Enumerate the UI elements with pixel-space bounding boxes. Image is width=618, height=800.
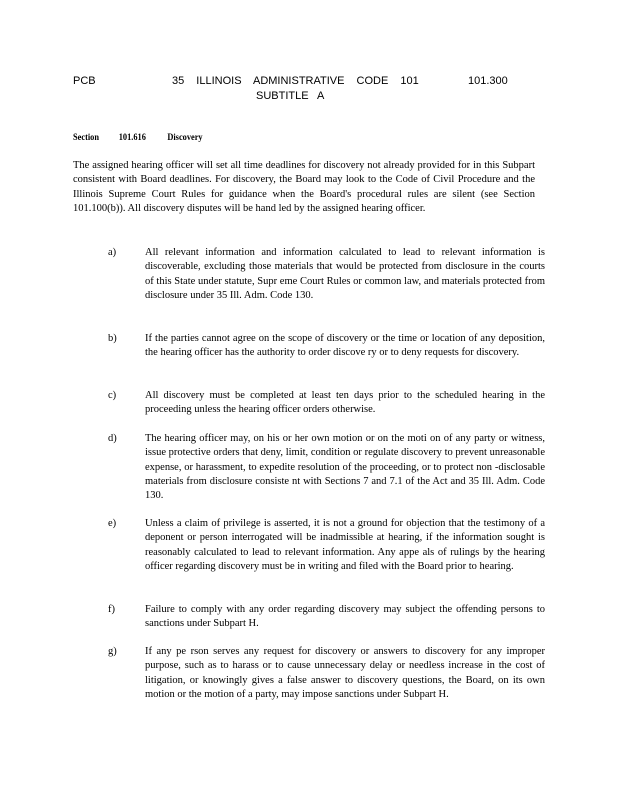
section-number: 101.616 bbox=[118, 133, 146, 143]
item-letter: e) bbox=[108, 518, 117, 529]
section-label: Section bbox=[73, 133, 100, 143]
item-text: If the parties cannot agree on the scope of discovery or the time or location of any deposition, the hearing officer has the authority to order discove ry or to deny requests for discovery. bbox=[145, 333, 545, 359]
section-title: Discovery bbox=[167, 133, 203, 143]
header-code-title: 35 ILLINOIS ADMINISTRATIVE CODE 101 bbox=[172, 75, 419, 87]
item-letter: g) bbox=[108, 646, 117, 657]
item-letter: a) bbox=[108, 247, 117, 258]
item-text: All discovery must be completed at least ten days prior to the scheduled hearing in the proceeding unless the hearing officer orders otherwise. bbox=[145, 390, 545, 416]
item-letter: b) bbox=[108, 333, 117, 344]
item-text: If any pe rson serves any request for discovery or answers to discovery for any improper purpose, such as to harass or to cause unnecessary delay or needless increase in the cost of litigation, or knowingly gives a false answer to discovery questions, the Board, on its own motion or the motion of a party, may impose sanctions under Subpart H. bbox=[145, 646, 545, 700]
item-letter: d) bbox=[108, 433, 117, 444]
item-letter: c) bbox=[108, 390, 117, 401]
section-heading bbox=[73, 133, 203, 143]
item-letter: f) bbox=[108, 604, 115, 615]
item-text: Failure to comply with any order regarding discovery may subject the offending persons to sanctions under Subpart H. bbox=[145, 604, 545, 630]
header-subtitle: SUBTITLE A bbox=[256, 90, 325, 102]
item-text: Unless a claim of privilege is asserted, it is not a ground for objection that the testimony of a deponent or person interrogated will be inadmissible at hearing, if the information sought is reasonably calculated to lead to relevant information. Any appe als of rulings by the hearing officer regarding discovery must be in writing and filed with the Board prior to hearing. bbox=[145, 518, 545, 572]
item-text: All relevant information and information calculated to lead to relevant information is discoverable, excluding those materials that would be protected from disclosure in the courts of this State under statute, Supr eme Court Rules or common law, and materials protected from disclosure under 35 Ill. Adm. Code 130. bbox=[145, 247, 545, 301]
item-text: The hearing officer may, on his or her own motion or on the moti on of any party or witness, issue protective orders that deny, limit, condition or regulate discovery to prevent unreasonable expense, or harassment, to expedite resolution of the proceeding, or to protect non -disclosable materials from disclosure consiste nt with Sections 7 and 7.1 of the Act and 35 Ill. Adm. Code 130. bbox=[145, 433, 545, 502]
header-agency: PCB bbox=[73, 75, 96, 87]
intro-paragraph: The assigned hearing officer will set all time deadlines for discovery not already provided for in this Subpart consistent with Board deadlines. For discovery, the Board may look to the Code of Civil Procedure and the Illinois Supreme Court Rules for guidance when the Board's procedural rules are silent (see Section 101.100(b)). All discovery disputes will be hand led by the assigned hearing officer. bbox=[73, 160, 535, 214]
header-part-number: 101.300 bbox=[468, 75, 508, 87]
